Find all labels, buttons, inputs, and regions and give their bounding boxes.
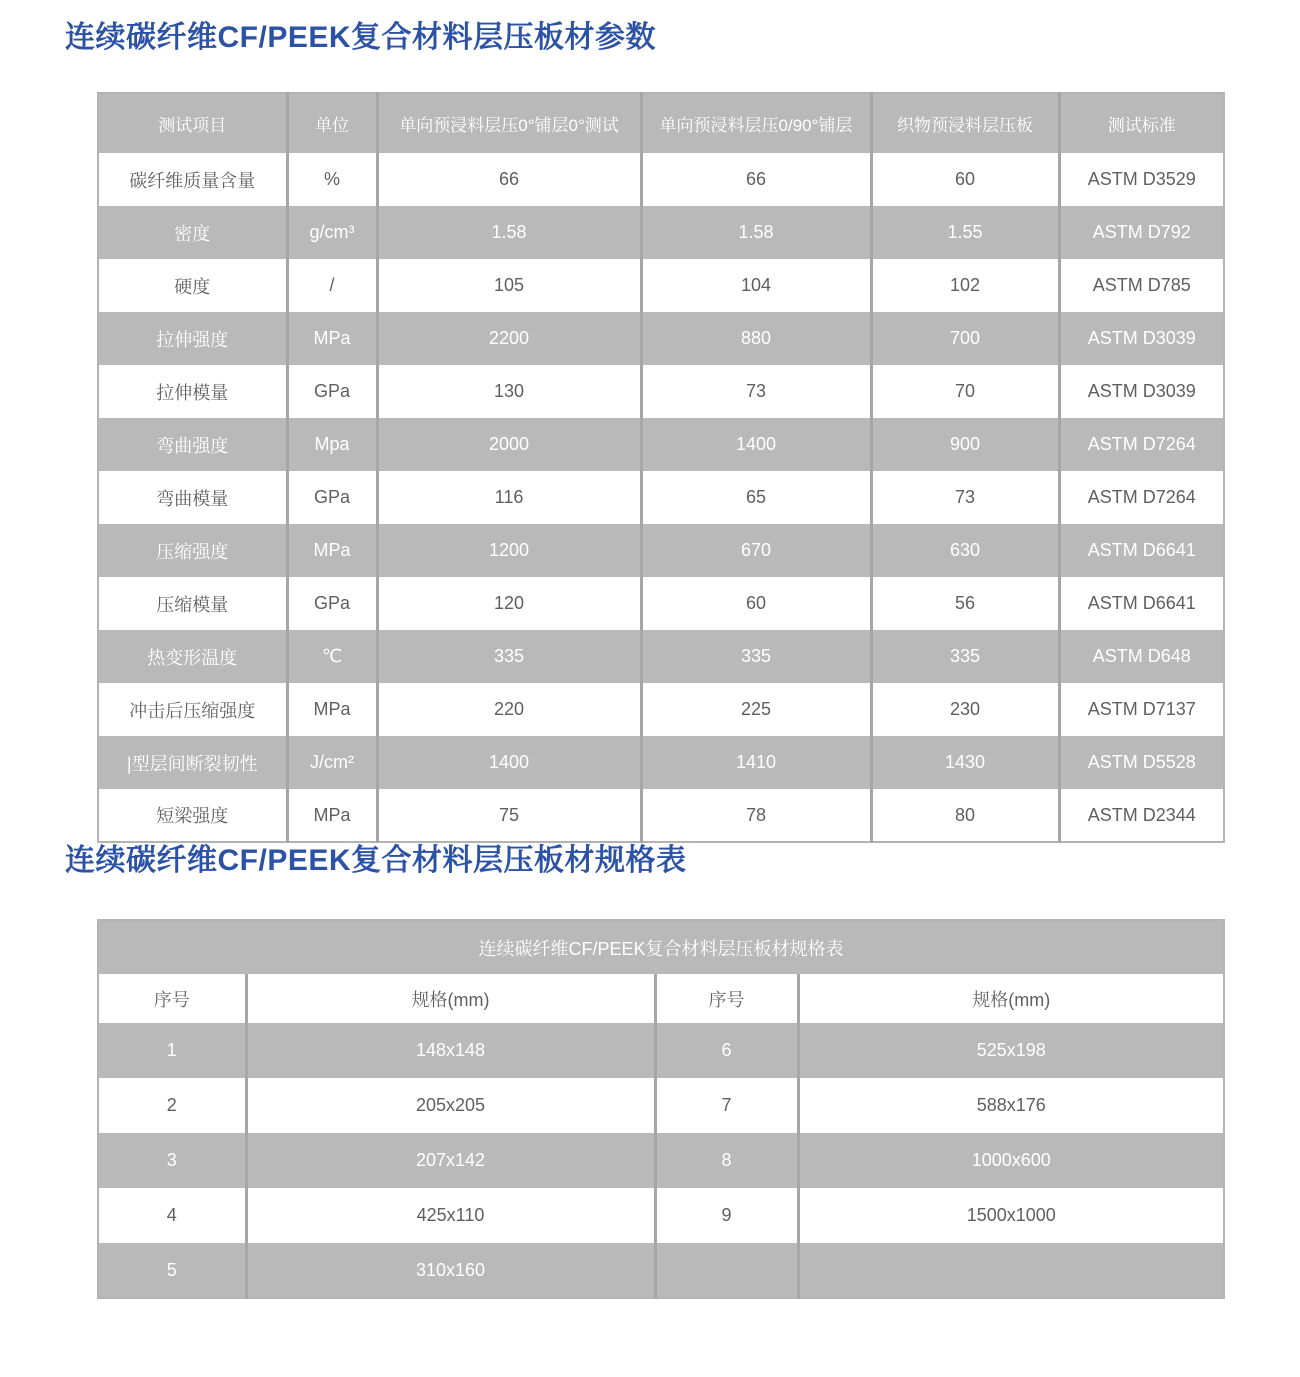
table-row <box>98 312 1224 365</box>
table-cell: ASTM D2344 <box>1059 789 1224 842</box>
table-cell: 1.55 <box>871 206 1059 259</box>
table-cell: 2200 <box>377 312 641 365</box>
table-cell: |型层间断裂韧性 <box>126 753 258 774</box>
table-cell: 9 <box>655 1188 798 1243</box>
table-row <box>98 365 1224 418</box>
table-row <box>98 471 1224 524</box>
table-cell: 硬度 <box>174 276 211 297</box>
table-cell: 1200 <box>377 524 641 577</box>
table-cell: 310x160 <box>246 1243 655 1298</box>
table-cell: 压缩强度 <box>156 541 229 562</box>
table-cell: GPa <box>287 365 377 418</box>
table-cell: 130 <box>377 365 641 418</box>
table-cell: 73 <box>641 365 871 418</box>
table-cell: ASTM D7137 <box>1059 683 1224 736</box>
table-cell: 60 <box>641 577 871 630</box>
parameters-table-wrap <box>97 92 1223 843</box>
table-cell: 73 <box>871 471 1059 524</box>
table-cell: 1.58 <box>377 206 641 259</box>
table-cell: 148x148 <box>246 1023 655 1078</box>
column-header: 织物预浸料层压板 <box>871 93 1059 153</box>
table-cell: 1430 <box>871 736 1059 789</box>
table-cell: 弯曲模量 <box>156 488 229 509</box>
table-cell: 78 <box>641 789 871 842</box>
table-row <box>98 1133 1224 1188</box>
table-row <box>98 418 1224 471</box>
table-row <box>98 1243 1224 1298</box>
table-cell: MPa <box>287 683 377 736</box>
table-cell: 205x205 <box>246 1078 655 1133</box>
table-cell: 670 <box>641 524 871 577</box>
table-row <box>98 630 1224 683</box>
table-cell: 525x198 <box>798 1023 1224 1078</box>
table-cell: 冲击后压缩强度 <box>129 700 256 721</box>
table-cell: 拉伸模量 <box>156 382 229 403</box>
table-header-row <box>98 93 1224 153</box>
table-cell: 1 <box>166 1040 177 1060</box>
table-cell: 60 <box>871 153 1059 206</box>
table-cell: 3 <box>166 1150 177 1170</box>
table-cell: GPa <box>287 577 377 630</box>
table-cell: 弯曲强度 <box>156 435 229 456</box>
table-cell: 335 <box>871 630 1059 683</box>
table-cell: 335 <box>377 630 641 683</box>
table-cell: 56 <box>871 577 1059 630</box>
table-cell: 拉伸强度 <box>156 329 229 350</box>
table-row <box>98 524 1224 577</box>
table-row <box>98 153 1224 206</box>
parameters-table <box>97 92 1225 843</box>
table-row <box>98 736 1224 789</box>
table-cell: 2 <box>166 1095 177 1115</box>
table-cell: 105 <box>377 259 641 312</box>
table-cell: 热变形温度 <box>147 647 238 668</box>
table-cell: 碳纤维质量含量 <box>129 170 256 191</box>
table-cell: 1500x1000 <box>798 1188 1224 1243</box>
table-cell: 2000 <box>377 418 641 471</box>
table-row <box>98 1078 1224 1133</box>
table-cell: ASTM D792 <box>1059 206 1224 259</box>
table-cell: 116 <box>377 471 641 524</box>
column-header: 规格(mm) <box>798 974 1224 1023</box>
table-row <box>98 789 1224 842</box>
column-header: 单向预浸料层压0/90°铺层 <box>641 93 871 153</box>
table-cell: 700 <box>871 312 1059 365</box>
specs-table-wrap <box>97 919 1223 1299</box>
table-cell: 80 <box>871 789 1059 842</box>
table-row <box>98 1023 1224 1078</box>
table-cell: 4 <box>166 1205 177 1225</box>
table-cell: Mpa <box>287 418 377 471</box>
column-header: 规格(mm) <box>246 974 655 1023</box>
table-cell: 6 <box>655 1023 798 1078</box>
table-row <box>98 1188 1224 1243</box>
table-caption: 连续碳纤维CF/PEEK复合材料层压板材规格表 <box>478 938 844 959</box>
table-cell: 1400 <box>377 736 641 789</box>
table-cell: 207x142 <box>246 1133 655 1188</box>
table-cell: 220 <box>377 683 641 736</box>
table-cell: 425x110 <box>246 1188 655 1243</box>
table-cell: MPa <box>287 524 377 577</box>
table-cell: 66 <box>377 153 641 206</box>
table-cell: ℃ <box>287 630 377 683</box>
table-cell: 880 <box>641 312 871 365</box>
table-cell: ASTM D7264 <box>1059 418 1224 471</box>
table-row <box>98 259 1224 312</box>
table-cell <box>655 1243 798 1298</box>
table-caption-row <box>98 920 1224 974</box>
table-cell: 75 <box>377 789 641 842</box>
table-cell: MPa <box>287 789 377 842</box>
table-cell: 1410 <box>641 736 871 789</box>
table-cell: / <box>287 259 377 312</box>
table-cell: % <box>287 153 377 206</box>
specs-table <box>97 919 1225 1299</box>
table-cell: ASTM D6641 <box>1059 524 1224 577</box>
table-cell: ASTM D3529 <box>1059 153 1224 206</box>
table-cell: 104 <box>641 259 871 312</box>
table-row <box>98 683 1224 736</box>
table-cell: GPa <box>287 471 377 524</box>
table-cell: 1000x600 <box>798 1133 1224 1188</box>
table-cell: 7 <box>655 1078 798 1133</box>
table-cell: 70 <box>871 365 1059 418</box>
column-header: 序号 <box>153 989 190 1010</box>
table-row <box>98 577 1224 630</box>
table-cell: 66 <box>641 153 871 206</box>
table-cell: 588x176 <box>798 1078 1224 1133</box>
table-cell: 225 <box>641 683 871 736</box>
table-header-row <box>98 974 1224 1023</box>
table-row <box>98 206 1224 259</box>
table-cell: 1.58 <box>641 206 871 259</box>
specs-section-title: 连续碳纤维CF/PEEK复合材料层压板材规格表 <box>65 844 687 877</box>
table-cell: 5 <box>166 1259 177 1280</box>
table-cell: 102 <box>871 259 1059 312</box>
table-cell: ASTM D648 <box>1059 630 1224 683</box>
parameters-section-title: 连续碳纤维CF/PEEK复合材料层压板材参数 <box>65 21 657 54</box>
table-cell: 8 <box>655 1133 798 1188</box>
column-header: 单位 <box>287 93 377 153</box>
table-cell: 630 <box>871 524 1059 577</box>
table-cell: 65 <box>641 471 871 524</box>
table-cell: ASTM D5528 <box>1059 736 1224 789</box>
column-header: 单向预浸料层压0°铺层0°测试 <box>377 93 641 153</box>
table-cell: 900 <box>871 418 1059 471</box>
table-cell: ASTM D3039 <box>1059 312 1224 365</box>
table-cell: g/cm³ <box>287 206 377 259</box>
table-cell: J/cm² <box>287 736 377 789</box>
column-header: 测试项目 <box>158 116 227 135</box>
table-cell: 1400 <box>641 418 871 471</box>
table-cell: MPa <box>287 312 377 365</box>
table-cell <box>798 1243 1224 1298</box>
table-cell: 120 <box>377 577 641 630</box>
table-cell: 密度 <box>174 223 211 244</box>
column-header: 序号 <box>655 974 798 1023</box>
table-cell: ASTM D3039 <box>1059 365 1224 418</box>
table-cell: ASTM D785 <box>1059 259 1224 312</box>
table-cell: 压缩模量 <box>156 594 229 615</box>
column-header: 测试标准 <box>1059 93 1224 153</box>
table-cell: 230 <box>871 683 1059 736</box>
table-cell: ASTM D7264 <box>1059 471 1224 524</box>
table-cell: 短梁强度 <box>156 806 229 826</box>
table-cell: ASTM D6641 <box>1059 577 1224 630</box>
table-cell: 335 <box>641 630 871 683</box>
